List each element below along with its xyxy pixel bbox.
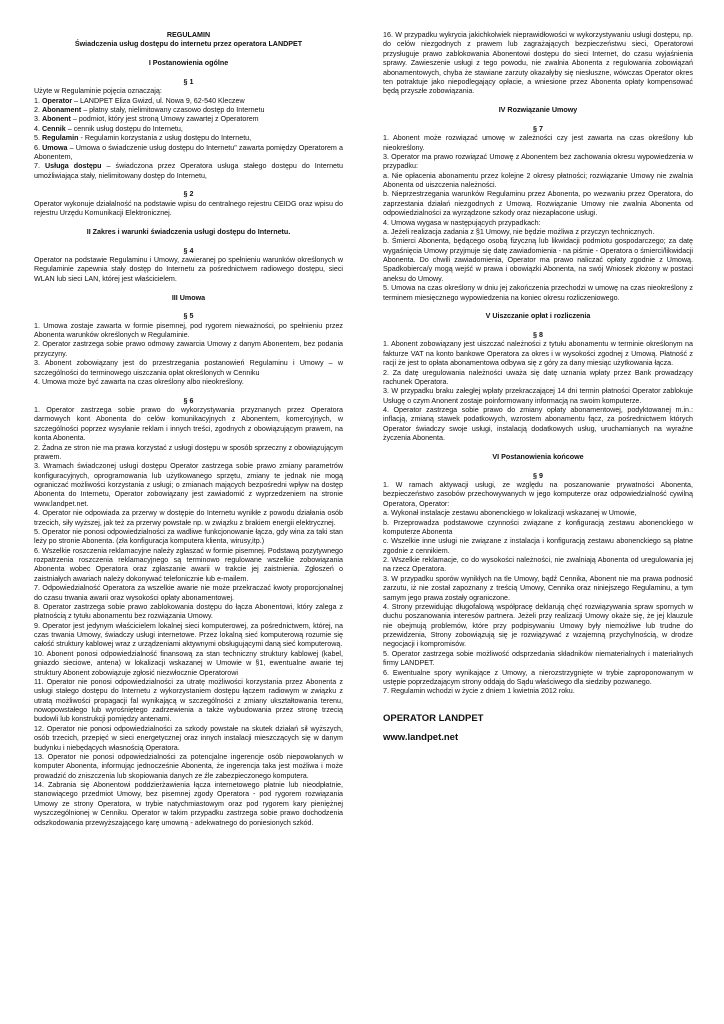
paragraph-8-items	[383, 340, 693, 443]
paragraph-number-5: § 5	[183, 312, 194, 321]
right-column	[383, 31, 693, 745]
definition-term: Umowa	[42, 143, 68, 152]
definition-number: 7.	[34, 162, 45, 171]
list-item: 4. Strony przewidując długofalową współpracę deklarują chęć rozwiązywania spraw spornych w duchu poszanowania interesów partnera. Jeżeli przy realizacji Umowy okaże się, że jej klauzule nie obejmują problemów, które przy podpisywaniu Umowy były niemożliwe lub trudne do przewidzenia, Strony zobowiązują się je rozwiązywać z wzajemną przychylnością, w drodze negocjacji i kompromisów.	[383, 602, 693, 649]
definition-text: – cennik usług dostępu do Internetu,	[65, 124, 183, 133]
definition-text: - Regulamin korzystania z usług dostępu do Internetu,	[78, 134, 252, 143]
list-item: 7. Regulamin wchodzi w życie z dniem 1 kwietnia 2012 roku.	[383, 687, 575, 696]
list-item: a. Nie opłacenia abonamentu przez kolejne 2 okresy płatności; rozwiązanie Umowy nie zwalnia Abonenta od uiszczenia należności.	[383, 171, 693, 189]
list-item: b. Nieprzestrzegania warunków Regulaminu przez Abonenta, po wezwaniu przez Operatora, do zaprzestania działań niezgodnych z Umową. Rozwiązanie Umowy nie zwalnia Abonenta od odpowiedzialności za wyrządzone szkody oraz niezapłacone usługi.	[383, 190, 693, 218]
definitions-list	[34, 97, 343, 181]
definition-text: – świadczona przez Operatora usługa stałego dostępu do Internetu umożliwiająca stały, nielimitowany dostęp do Internetu,	[34, 162, 343, 180]
list-item: 2. Wszelkie reklamacje, co do wysokości należności, nie zwalniają Abonenta od uregulowania jej na rzecz Operatora.	[383, 556, 693, 574]
definition-number: 2.	[34, 106, 42, 114]
definition-term: Abonament	[41, 106, 82, 114]
list-item: 6. Ewentualne spory wynikające z Umowy, a nierozstrzygnięte w trybie zaproponowanym w ustępie poprzedzającym strony oddają do Sądu właściwego dla siedziby pozwanego.	[383, 668, 693, 686]
paragraph-number-6: § 6	[183, 396, 194, 405]
definition-text: – LANDPET Eliza Gwizd, ul. Nowa 9, 62-540 Kleczew	[72, 96, 245, 105]
definition-number: 4.	[34, 124, 42, 133]
list-item: 1. Operator zastrzega sobie prawo do wykorzystywania przyznanych przez Operatora darmowych kont Abonenta do celów komunikacyjnych z Abonentem, komercyjnych, w szczególności poprzez wysyłanie reklam i innych treści, zgodnych z obowiązującym prawem, na konta Abonenta.	[34, 406, 343, 443]
document-subtitle: Świadczenia usług dostępu do internetu przez operatora LANDPET	[74, 40, 303, 49]
paragraph-number-7: § 7	[533, 124, 543, 133]
definition-text: – płatny stały, nielimitowany czasowo dostęp do Internetu	[81, 106, 265, 114]
paragraph-number-8: § 8	[533, 331, 543, 339]
list-item: 16. W przypadku wykrycia jakichkolwiek nieprawidłowości w wykorzystywaniu usługi dostępu, np. do celów niezgodnych z prawem lub zagrażających bezpieczeństwu sieci, Operatorowi przysługuje prawo zablokowania Abonentowi dostępu do sieci Internet, do czasu wyjaśnienia sprawy. Zawieszenie usługi z tego powodu, nie zwalnia Abonenta z regulowania zobowiązań abonamentowych, chyba że stawiane zarzuty okazałyby się niesłuszne, wówczas Operator okres ten potraktuje jako niepodlegający opłacie, a wniesione przez Abonenta opłaty kompensować będą przyszłe zobowiązania.	[383, 31, 693, 96]
section-heading-termination: IV Rozwiązanie Umowy	[498, 106, 578, 114]
section-heading-scope: II Zakres i warunki świadczenia usługi dostępu do Internetu.	[86, 227, 291, 236]
paragraph-number-4: § 4	[183, 246, 194, 255]
list-item: 2. Operator zastrzega sobie prawo odmowy zawarcia Umowy z danym Abonentem, bez podania przyczyny.	[34, 340, 343, 358]
paragraph-number-2: § 2	[183, 190, 194, 199]
definition-item	[34, 162, 343, 181]
list-item: 1. W ramach aktywacji usługi, ze względu na poszanowanie prywatności Abonenta, bezpieczeństwo zasobów przechowywanych w jego komputerze oraz odpowiedzialność cywilną Operatora, Operator:	[383, 481, 693, 508]
list-item: 3. W przypadku sporów wynikłych na tle Umowy, bądź Cennika, Abonent nie ma prawa podnosić zarzutu, iż nie został zapoznany z treścią Umowy, Cennika oraz niniejszego Regulaminu, a tym samym jego prawa zostały ograniczone.	[383, 574, 693, 602]
list-item: 4. Operator zastrzega sobie prawo do zmiany opłaty abonamentowej, podyktowanej m.in.: inflacją, zmianą stawek podatkowych, wzrostem abonamentu fącz, za pośrednictwem których Operator świadczy swoje usługi, instalacją dodatkowych usług, uruchamianych na wyraźne życzenia Abonenta.	[383, 406, 693, 443]
list-item: 4. Umowa wygasa w następujących przypadkach:	[383, 218, 541, 227]
list-item: 13. Operator nie ponosi odpowiedzialności za potencjalne ingerencje osób niepowołanych w komputer Abonenta, informując jednocześnie Abonenta, że ingerencja taka jest możliwa i może prowadzić do zniszczenia lub skopiowania danych ze źle zabezpieczonego komputera.	[34, 752, 343, 780]
section-heading-general: I Postanowienia ogólne	[148, 59, 229, 68]
definition-item	[34, 106, 343, 115]
paragraph-7-items	[383, 134, 693, 303]
paragraph-6-items	[34, 406, 343, 828]
list-item: a. Jeżeli realizacja zadania z §1 Umowy, nie będzie możliwa z przyczyn technicznych.	[383, 227, 655, 236]
paragraph-4-text: Operator na podstawie Regulaminu i Umowy, zawieranej po spełnieniu warunków określonych w Regulaminie zapewnia stały dostęp do Internetu za pośrednictwem radiowego dostępu, sieci WLAN lub sieci LAN, której jest właścicielem.	[34, 256, 343, 283]
list-item: 14. Zabrania się Abonentowi poddzierżawienia łącza internetowego płatnie lub nieodpłatnie, stanowiącego przedmiot Umowy, bez pisemnej zgody Operatora - pod rygorem rozwiązania Umowy ze strony Operatora, w trybie natychmiastowym oraz pod rygorem kary pieniężnej wyszczególnionej w Cenniku. Operator w takim przypadku zastrzega sobie prawo dochodzenia odszkodowania przewyższającego karę umowną - adekwatnego do poniesionych szkód.	[34, 781, 343, 827]
list-item: b. Śmierci Abonenta, będącego osobą fizyczną lub likwidacji podmiotu gospodarczego; za datę wygaśnięcia Umowy przyjmuje się datę zawiadomienia - na piśmie - Operatora o śmierci/likwidacji Abonenta. Do chwili zawiadomienia, Operator ma prawo naliczać opłaty zgodnie z Umową. Spadkobierca/y mogą wejść w prawa i obowiązki Abonenta, na swój Wniosek złożony w postaci aneksu do Umowy.	[383, 237, 693, 283]
document-title: REGULAMIN	[166, 31, 211, 39]
definition-item	[34, 115, 343, 124]
definition-number: 3.	[34, 115, 42, 124]
list-item: 3. Wramach świadczonej usługi dostępu Operator zastrzega sobie prawo zmiany parametrów konfiguracyjnych, oprogramowania lub użytkowanego sprzętu, zmiany te jednak nie mogą ograniczać możliwości korzystania z usługi; o zmianach mających bezpośredni wpływ na dostęp Abonenta do Internetu, Operator zobowiązany jest zawiadomić z wyprzedzeniem na stronie www.landpet.net.	[34, 462, 343, 508]
paragraph-5-items	[34, 322, 343, 388]
list-item: c. Wszelkie inne usługi nie związane z instalacja i konfiguracją zestawu abonenckiego są płatne zgodnie z cennikiem.	[383, 537, 693, 555]
left-column	[34, 31, 343, 828]
definition-text: – Umowa o świadczenie usług dostępu do Internetu" zawarta pomiędzy Operatorem a Abonentem,	[34, 143, 343, 161]
paragraph-6-continued	[383, 31, 693, 97]
list-item: 12. Operator nie ponosi odpowiedzialności za szkody powstałe na skutek działań sił wyższych, osób trzecich, przepięć w sieci energetycznej oraz innych instalacji mieszczących się w danym budynku i niebędących własnością Operatora.	[34, 724, 343, 752]
section-heading-final: VI Postanowienia końcowe	[492, 452, 584, 461]
list-item: 3. W przypadku braku załegłej wpłaty przekraczającej 14 dni termin płatności Operator zablokuje Usługę o czym Anonent zostaje poinformowany informacją na swoim komputerze.	[383, 387, 693, 405]
paragraph-number-1: § 1	[183, 77, 194, 86]
definition-term: Usługa dostępu	[44, 162, 102, 171]
signature-operator: OPERATOR LANDPET	[383, 712, 484, 724]
list-item: 2. Za datę uregulowania należności uważa się datę uznania wpłaty przez Bank prowadzący rachunek Operatora.	[383, 368, 693, 386]
list-item: 5. Umowa na czas określony w dniu jej zakończenia przechodzi w umowę na czas nieokreślony z terminem miesięcznego wypowiedzenia na koniec okresu rozliczeniowego.	[383, 284, 693, 302]
paragraph-number-9: § 9	[533, 471, 543, 480]
list-item: 1. Abonent zobowiązany jest uiszczać należności z tytułu abonamentu w terminie określonym na fakturze VAT na konto bankowe Operatora za okres i w wysokości zgodnej z Umową. Płatność z racji że jest to opłata abonamentowa odbywa się z góry za dany miesiąc użytkowania łącza.	[383, 340, 693, 368]
list-item: 3. Abonent zobowiązany jest do przestrzegania postanowień Regulaminu i Umowy – w szczególności do terminowego uiszczania opłat określonych w Cenniku	[34, 359, 343, 377]
definitions-intro: Użyte w Regulaminie pojęcia oznaczają:	[34, 87, 162, 96]
list-item: 1. Umowa zostaje zawarta w formie pisemnej, pod rygorem nieważności, po spełnieniu przez Abonenta warunków określonych w Regulaminie.	[34, 321, 343, 339]
list-item: 5. Operator zastrzega sobie możliwość odsprzedania składników niematerialnych i materialnych firmy LANDPET.	[383, 649, 693, 668]
definition-item	[34, 144, 343, 163]
list-item: 8. Operator zastrzega sobie prawo zablokowania dostępu do łącza Abonentowi, który zalega z płatnością z tytułu abonamentu bez rozwiązania Umowy.	[34, 602, 343, 621]
section-heading-payments: V Uiszczanie opłat i rozliczenia	[485, 312, 591, 321]
list-item: 5. Operator nie ponosi odpowiedzialności za wadliwe funkcjonowanie łącza, gdy wina za taki stan leży po stronie Abonenta. (zła konfiguracja komputera klienta, wirusy,itp.)	[34, 527, 343, 546]
list-item: 4. Umowa może być zawarta na czas określony albo nieokreślony.	[34, 377, 244, 386]
definition-term: Cennik	[41, 124, 66, 133]
list-item: 10. Abonent ponosi odpowiedzialność finansową za stan techniczny struktury kablowej (kabel, gniazdo sieciowe, antena) w lokalizacji wskazanej w Umowie w §1, ewentualne awarie tej struktury Abonent zobowiązuje zgłosić niezwłocznie Operatorowi	[34, 649, 343, 677]
list-item: 11. Operator nie ponosi odpowiedzialności za utratę możliwości korzystania przez Abonenta z usługi stałego dostępu do Internetu z wykorzystaniem dostępu łączem radiowym w związku z utratą możliwości propagacji fal wynikającą w szczególności z zmiany ukształtowania terenu, nowopowstałego lub wyrośniętego zadrzewienia a także wybudowania przez stronę trzecią budowli lub konstrukcji pomiędzy antenami.	[34, 677, 343, 724]
section-heading-agreement: III Umowa	[171, 293, 206, 302]
definition-number: 5.	[34, 134, 42, 143]
list-item: 3. Operator ma prawo rozwiązać Umowę z Abonentem bez zachowania okresu wypowiedzenia w przypadku:	[383, 152, 693, 171]
list-item: 1. Abonent może rozwiązać umowę w zależności czy jest zawarta na czas określony lub nieokreślony.	[383, 134, 693, 152]
list-item: 6. Wszelkie roszczenia reklamacyjne należy zgłaszać w formie pisemnej. Podstawą pozytywnego rozpatrzenia roszczenia reklamacyjnego są terminowo regulowane wszelkie zobowiązania Abonenta wobec Operatora oraz zgłaszanie awarii w trakcie jej zaistnienia. Zgłoszeń o zaistniałych awariach należy dokonywać telefonicznie lub e-mailem.	[34, 546, 343, 583]
list-item: b. Przeprowadza podstawowe czynności związane z konfiguracją zestawu abonenckiego w komputerze Abonenta	[383, 518, 693, 536]
signature-website: www.landpet.net	[383, 732, 459, 744]
list-item: 2. Żadna ze stron nie ma prawa korzystać z usługi dostępu w sposób sprzeczny z obowiązującym prawem.	[34, 443, 343, 461]
definition-number: 1.	[34, 96, 42, 105]
list-item: 9. Operator jest jedynym właścicielem lokalnej sieci komputerowej, za pośrednictwem, której, na czas trwania Umowy, świadczy usługi internetowe. Przez lokalną sieć komputerową rozumie się całość struktury kablowej wraz z urządzeniami aktywnymi obsługującymi daną sieć komputerową.	[34, 621, 343, 649]
definition-term: Operator	[41, 96, 73, 105]
definition-term: Abonent	[41, 115, 71, 124]
definition-text: – podmiot, który jest stroną Umowy zawartej z Operatorem	[70, 115, 259, 124]
definition-term: Regulamin	[41, 134, 79, 143]
definition-item	[34, 134, 343, 143]
list-item: 7. Odpowiedzialność Operatora za wszelkie awarie nie może przekraczać kwoty proporcjonalnej do czasu trwania awarii oraz wysokości opłaty abonamentowej.	[34, 584, 343, 602]
definition-item	[34, 125, 343, 134]
paragraph-2-text: Operator wykonuje działalność na podstawie wpisu do centralnego rejestru CEIDG oraz wpisu do rejestru Urzędu Komunikacji Elektronicznej.	[34, 199, 343, 218]
definition-number: 6.	[34, 143, 43, 152]
definition-item	[34, 97, 343, 106]
list-item: a. Wykonał instalacje zestawu abonenckiego w lokalizacji wskazanej w Umowie,	[383, 509, 637, 518]
list-item: 4. Operator nie odpowiada za przerwy w dostępie do Internetu wynikłe z powodu działania osób trzecich, siły wyższej, jak też za przerwy powstałe np. w związku z brakiem energii elektrycznej.	[34, 509, 343, 527]
paragraph-9-items	[383, 481, 693, 697]
